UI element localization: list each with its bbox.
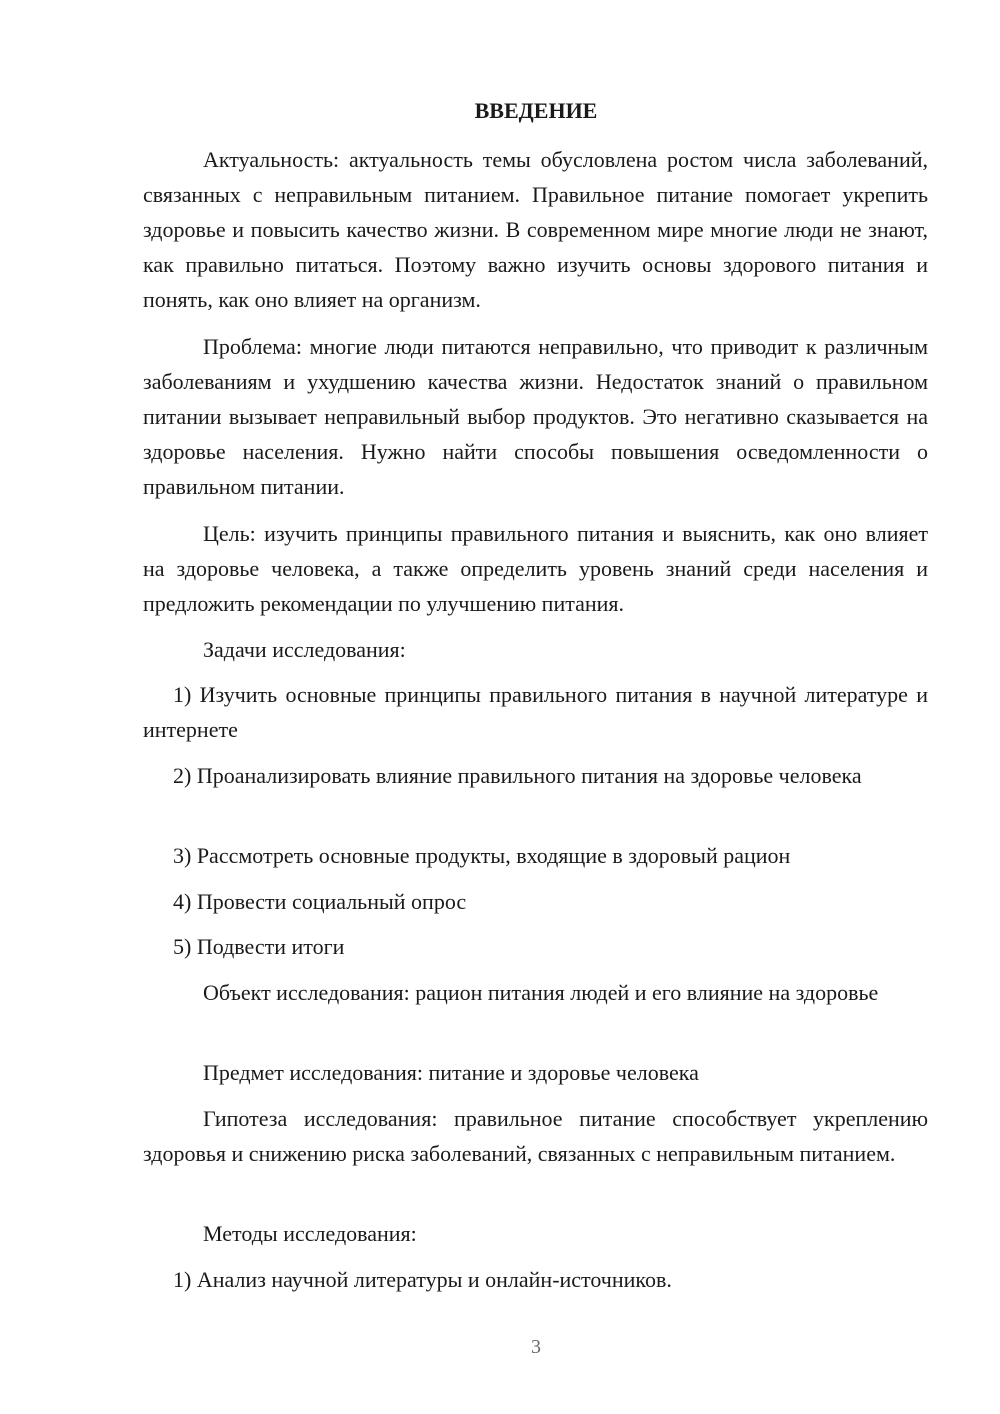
tasks-title: Задачи исследования: [203, 637, 406, 662]
task-item-1: 1) Изучить основные принципы правильного питания в научной литературе и интернете [143, 682, 928, 742]
task-item-4: 4) Провести социальный опрос [173, 889, 467, 914]
object-paragraph: Объект исследования: рацион питания людей и его влияние на здоровье [203, 980, 879, 1005]
task-item-2: 2) Проанализировать влияние правильного питания на здоровье человека [173, 763, 862, 788]
methods-title: Методы исследования: [203, 1221, 417, 1246]
hypothesis-paragraph: Гипотеза исследования: правильное питание способствует укреплению здоровья и снижению риска заболеваний, связанных с неправильным питанием. [143, 1106, 928, 1166]
page-number: 3 [531, 1336, 541, 1358]
problem-paragraph: Проблема: многие люди питаются неправильно, что приводит к различным заболеваниям и ухудшению качества жизни. Недостаток знаний о правильном питании вызывает неправильный выбор продуктов. Это негативно сказывается на здоровье населения. Нужно найти способы повышения осведомленности о правильном питании. [143, 334, 928, 499]
task-item-5: 5) Подвести итоги [173, 934, 345, 959]
relevance-paragraph: Актуальность: актуальность темы обусловлена ростом числа заболеваний, связанных с неправильным питанием. Правильное питание помогает укрепить здоровье и повысить качество жизни. В современном мире многие люди не знают, как правильно питаться. Поэтому важно изучить основы здорового питания и понять, как оно влияет на организм. [143, 147, 928, 312]
goal-paragraph: Цель: изучить принципы правильного питания и выяснить, как оно влияет на здоровье человека, а также определить уровень знаний среди населения и предложить рекомендации по улучшению питания. [143, 521, 928, 616]
section-heading: ВВЕДЕНИЕ [474, 98, 598, 123]
subject-paragraph: Предмет исследования: питание и здоровье человека [203, 1060, 699, 1085]
method-item-1: 1) Анализ научной литературы и онлайн-источников. [173, 1267, 672, 1292]
task-item-3: 3) Рассмотреть основные продукты, входящие в здоровый рацион [173, 843, 791, 868]
